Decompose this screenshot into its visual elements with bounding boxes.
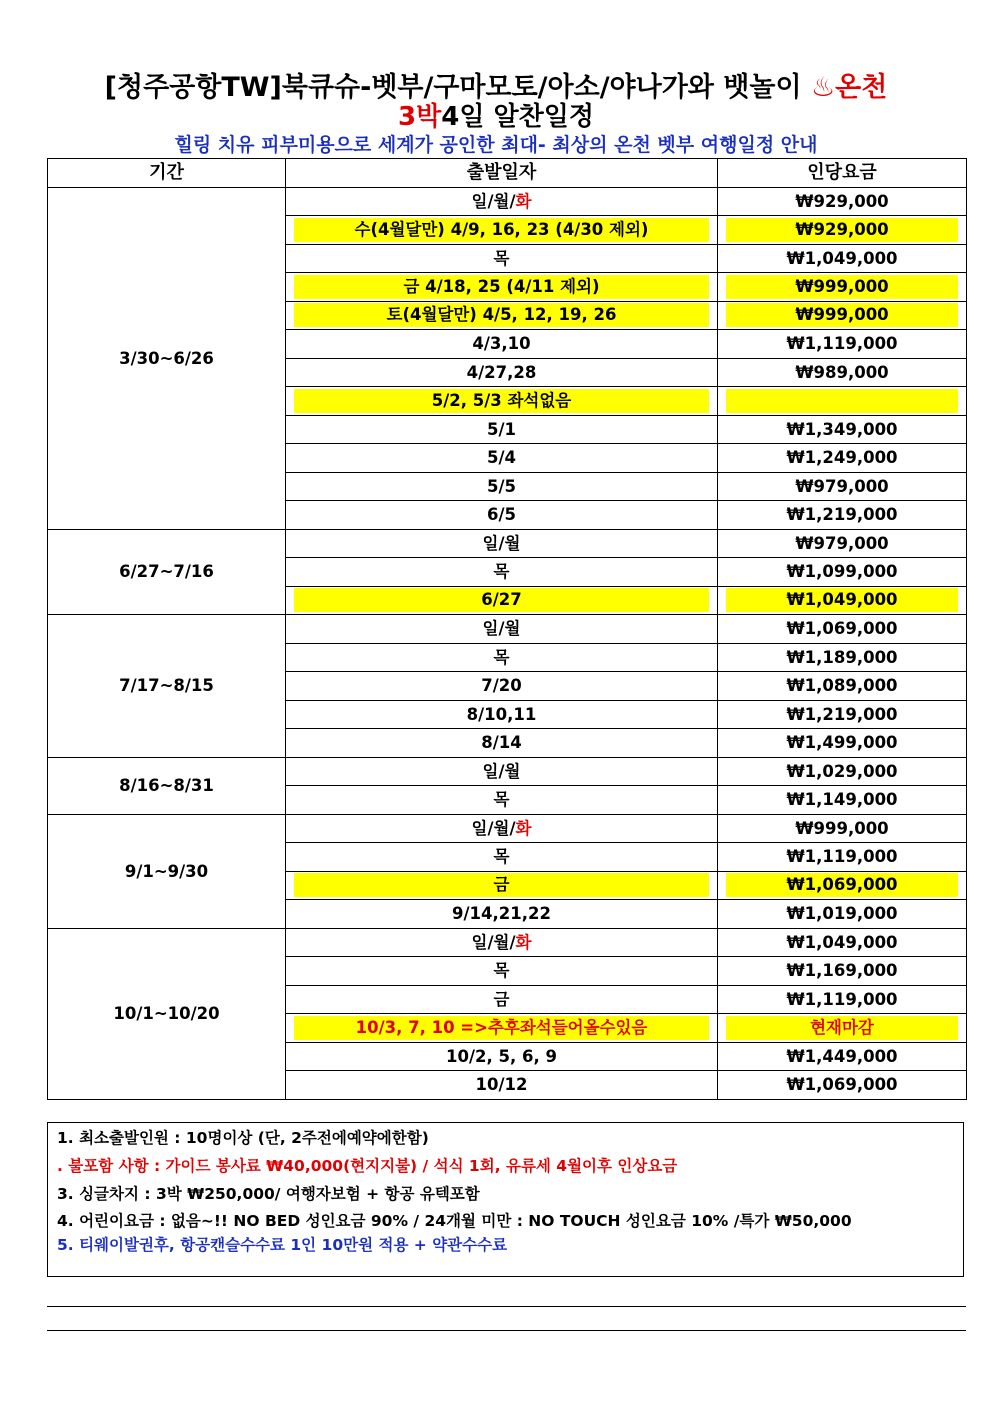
departure-text (472, 819, 532, 838)
departure-days: 4/27,28 (466, 362, 537, 382)
price-value: ₩1,499,000 (786, 733, 898, 753)
price-cell (718, 1071, 967, 1100)
departure-cell (286, 672, 718, 701)
departure-days: 금 (493, 875, 510, 895)
departure-text (487, 420, 516, 439)
price-value: ₩1,069,000 (786, 1075, 898, 1095)
price-value: ₩999,000 (726, 303, 958, 327)
departure-text (294, 303, 709, 327)
departure-days: 5/2, 5/3 좌석없음 (431, 390, 572, 410)
departure-text (467, 705, 537, 724)
departure-days: 5/4 (487, 448, 516, 468)
departure-days: 목 (493, 961, 510, 981)
price-value: ₩1,249,000 (786, 448, 898, 468)
price-cell (718, 358, 967, 387)
departure-days: 목 (493, 562, 510, 582)
departure-days: 일/월 (482, 533, 521, 553)
price-value: 현재마감 (726, 1016, 958, 1040)
price-cell (718, 757, 967, 786)
departure-cell (286, 700, 718, 729)
price-cell (718, 472, 967, 501)
price-value: ₩1,029,000 (786, 761, 898, 781)
schedule-table (47, 158, 967, 1100)
price-cell (718, 501, 967, 530)
departure-days: 목 (493, 847, 510, 867)
price-value: ₩1,119,000 (786, 847, 898, 867)
price-value: ₩1,119,000 (786, 989, 898, 1009)
price-value (726, 389, 958, 413)
departure-days: 수(4월달만) 4/9, 16, 23 (4/30 제외) (354, 219, 649, 239)
period-cell: 7/17~8/15 (48, 615, 286, 758)
departure-text (294, 588, 709, 612)
departure-days: 4/3,10 (472, 334, 531, 354)
table-header-row (48, 159, 967, 188)
price-cell (718, 216, 967, 245)
price-cell (718, 615, 967, 644)
departure-days: 8/10,11 (466, 704, 537, 724)
note-single-charge: 3. 싱글차지 : 3박 ₩250,000/ 여행자보험 + 항공 유텍포함 (57, 1185, 480, 1203)
departure-text (494, 961, 510, 980)
price-value: ₩929,000 (795, 191, 889, 211)
departure-cell (286, 586, 718, 615)
departure-cell (286, 187, 718, 216)
departure-days: 일/월/ (471, 191, 516, 211)
price-cell (718, 301, 967, 330)
departure-text (472, 192, 532, 211)
departure-days: 일/월 (482, 761, 521, 781)
departure-days: 일/월 (482, 619, 521, 639)
price-value: ₩979,000 (795, 476, 889, 496)
price-cell (718, 273, 967, 302)
price-value: ₩1,119,000 (786, 334, 898, 354)
departure-cell (286, 444, 718, 473)
note-child-fare: 4. 어린이요금 : 없음~!! NO BED 성인요금 90% / 24개월 미만 : NO TOUCH 성인요금 10% /특가 ₩50,000 (57, 1212, 852, 1230)
title-main: [청주공항TW]북큐슈-벳부/구마모토/아소/야나가와 뱃놀이 (104, 72, 811, 103)
departure-days: 10/12 (475, 1075, 528, 1095)
departure-text (481, 676, 521, 695)
tagline: 힐링 치유 피부미용으로 세계가 공인한 최대- 최상의 온천 벳부 여행일정 안내 (174, 134, 818, 156)
departure-text (483, 534, 521, 553)
departure-text (472, 933, 532, 952)
price-cell (718, 187, 967, 216)
price-cell (718, 558, 967, 587)
departure-day-highlight: 화 (515, 191, 532, 211)
note-min-travelers: 1. 최소출발인원 : 10명이상 (단, 2주전에예약에한함) (57, 1129, 429, 1147)
divider-line (47, 1306, 966, 1307)
departure-days: 5/5 (487, 476, 516, 496)
departure-days: 목 (493, 248, 510, 268)
table-row (48, 928, 967, 957)
period-cell: 10/1~10/20 (48, 928, 286, 1099)
departure-cell (286, 729, 718, 758)
period-cell: 8/16~8/31 (48, 757, 286, 814)
price-cell (718, 843, 967, 872)
departure-days: 6/5 (487, 505, 516, 525)
price-value: ₩999,000 (726, 275, 958, 299)
departure-text (483, 619, 521, 638)
price-value: ₩989,000 (795, 362, 889, 382)
price-value: ₩1,049,000 (786, 248, 898, 268)
departure-cell (286, 216, 718, 245)
price-value: ₩929,000 (726, 218, 958, 242)
departure-days: 10/2, 5, 6, 9 (446, 1046, 557, 1066)
departure-text (494, 847, 510, 866)
table-row (48, 615, 967, 644)
departure-cell (286, 330, 718, 359)
departure-cell (286, 928, 718, 957)
period-cell: 6/27~7/16 (48, 529, 286, 615)
price-cell (718, 900, 967, 929)
departure-text (294, 275, 709, 299)
departure-cell (286, 900, 718, 929)
departure-days: 9/14,21,22 (452, 904, 551, 924)
departure-days: 목 (493, 647, 510, 667)
departure-days: 목 (493, 790, 510, 810)
departure-days: 일/월/ (471, 932, 516, 952)
price-value: ₩1,069,000 (786, 619, 898, 639)
departure-text (452, 904, 551, 923)
hot-spring-icon: ♨ (810, 72, 836, 103)
price-cell (718, 1042, 967, 1071)
departure-cell (286, 273, 718, 302)
departure-text (467, 363, 537, 382)
price-cell (718, 330, 967, 359)
departure-text (494, 990, 510, 1009)
departure-text (294, 218, 709, 242)
departure-cell (286, 643, 718, 672)
departure-day-highlight: 화 (515, 932, 532, 952)
departure-days: 금 4/18, 25 (4/11 제외) (403, 276, 600, 296)
note-excluded: . 불포함 사항 : 가이드 봉사료 ₩40,000(현지지불) / 석식 1회, 유류세 4월이후 인상요금 (57, 1157, 678, 1175)
departure-days: 토(4월달만) 4/5, 12, 19, 26 (386, 305, 617, 325)
price-cell (718, 415, 967, 444)
departure-cell (286, 814, 718, 843)
departure-cell (286, 1042, 718, 1071)
duration-nights: 3박 (398, 102, 442, 132)
table-row (48, 529, 967, 558)
departure-text (487, 477, 516, 496)
departure-text (494, 249, 510, 268)
price-value: ₩1,189,000 (786, 647, 898, 667)
departure-text (483, 762, 521, 781)
departure-cell (286, 985, 718, 1014)
departure-text (494, 562, 510, 581)
price-cell (718, 928, 967, 957)
departure-days: 금 (493, 989, 510, 1009)
page-subtitle-duration (0, 100, 992, 134)
price-value: ₩1,169,000 (786, 961, 898, 981)
notes-box (47, 1122, 964, 1277)
departure-cell (286, 957, 718, 986)
departure-text (472, 334, 530, 353)
price-value: ₩1,019,000 (786, 904, 898, 924)
price-cell (718, 957, 967, 986)
table-row (48, 814, 967, 843)
departure-cell (286, 472, 718, 501)
departure-cell (286, 358, 718, 387)
period-cell: 3/30~6/26 (48, 187, 286, 529)
departure-cell (286, 843, 718, 872)
departure-cell (286, 387, 718, 416)
table-row (48, 757, 967, 786)
departure-cell (286, 529, 718, 558)
price-value: ₩979,000 (795, 533, 889, 553)
price-value: ₩1,069,000 (726, 873, 958, 897)
period-cell: 9/1~9/30 (48, 814, 286, 928)
price-value: ₩1,049,000 (786, 932, 898, 952)
departure-text (487, 505, 516, 524)
departure-cell (286, 558, 718, 587)
price-value: ₩1,219,000 (786, 505, 898, 525)
title-hot-spring: 온천 (835, 72, 888, 103)
departure-day-highlight: 화 (515, 818, 532, 838)
departure-cell (286, 301, 718, 330)
departure-cell (286, 786, 718, 815)
departure-cell (286, 1014, 718, 1043)
departure-days: 8/14 (481, 733, 522, 753)
price-value: ₩1,099,000 (786, 562, 898, 582)
price-cell (718, 387, 967, 416)
price-cell (718, 871, 967, 900)
duration-days: 4일 알찬일정 (441, 102, 594, 132)
price-cell (718, 700, 967, 729)
divider-line (47, 1330, 966, 1331)
price-value: ₩1,089,000 (786, 676, 898, 696)
departure-text (446, 1047, 557, 1066)
schedule-body (48, 187, 967, 1099)
price-cell (718, 529, 967, 558)
departure-text (481, 733, 521, 752)
departure-cell (286, 501, 718, 530)
price-cell (718, 244, 967, 273)
departure-days: 10/3, 7, 10 =>추후좌석들어올수있음 (355, 1017, 648, 1037)
price-cell (718, 729, 967, 758)
price-value: ₩1,219,000 (786, 704, 898, 724)
table-row (48, 187, 967, 216)
price-value: ₩1,449,000 (786, 1046, 898, 1066)
departure-cell (286, 244, 718, 273)
departure-text (294, 389, 709, 413)
departure-days: 5/1 (487, 419, 516, 439)
departure-cell (286, 1071, 718, 1100)
departure-text (494, 790, 510, 809)
price-value: ₩999,000 (795, 818, 889, 838)
price-value: ₩1,149,000 (786, 790, 898, 810)
header-departure: 출발일자 (286, 159, 718, 188)
header-period: 기간 (48, 159, 286, 188)
departure-days: 7/20 (481, 676, 522, 696)
price-value: ₩1,049,000 (726, 588, 958, 612)
departure-days: 일/월/ (471, 818, 516, 838)
departure-cell (286, 615, 718, 644)
departure-cell (286, 871, 718, 900)
price-cell (718, 1014, 967, 1043)
departure-text (294, 1016, 709, 1040)
departure-days: 6/27 (481, 590, 522, 610)
price-cell (718, 985, 967, 1014)
price-cell (718, 814, 967, 843)
departure-text (487, 448, 516, 467)
price-value: ₩1,349,000 (786, 419, 898, 439)
price-cell (718, 786, 967, 815)
price-cell (718, 586, 967, 615)
price-cell (718, 643, 967, 672)
price-cell (718, 444, 967, 473)
price-cell (718, 672, 967, 701)
departure-text (494, 648, 510, 667)
header-price: 인당요금 (718, 159, 967, 188)
departure-text (476, 1075, 528, 1094)
departure-cell (286, 757, 718, 786)
departure-text (294, 873, 709, 897)
departure-cell (286, 415, 718, 444)
note-cancellation: 5. 티웨이발권후, 항공캔슬수수료 1인 10만원 적용 + 약관수수료 (57, 1236, 508, 1254)
